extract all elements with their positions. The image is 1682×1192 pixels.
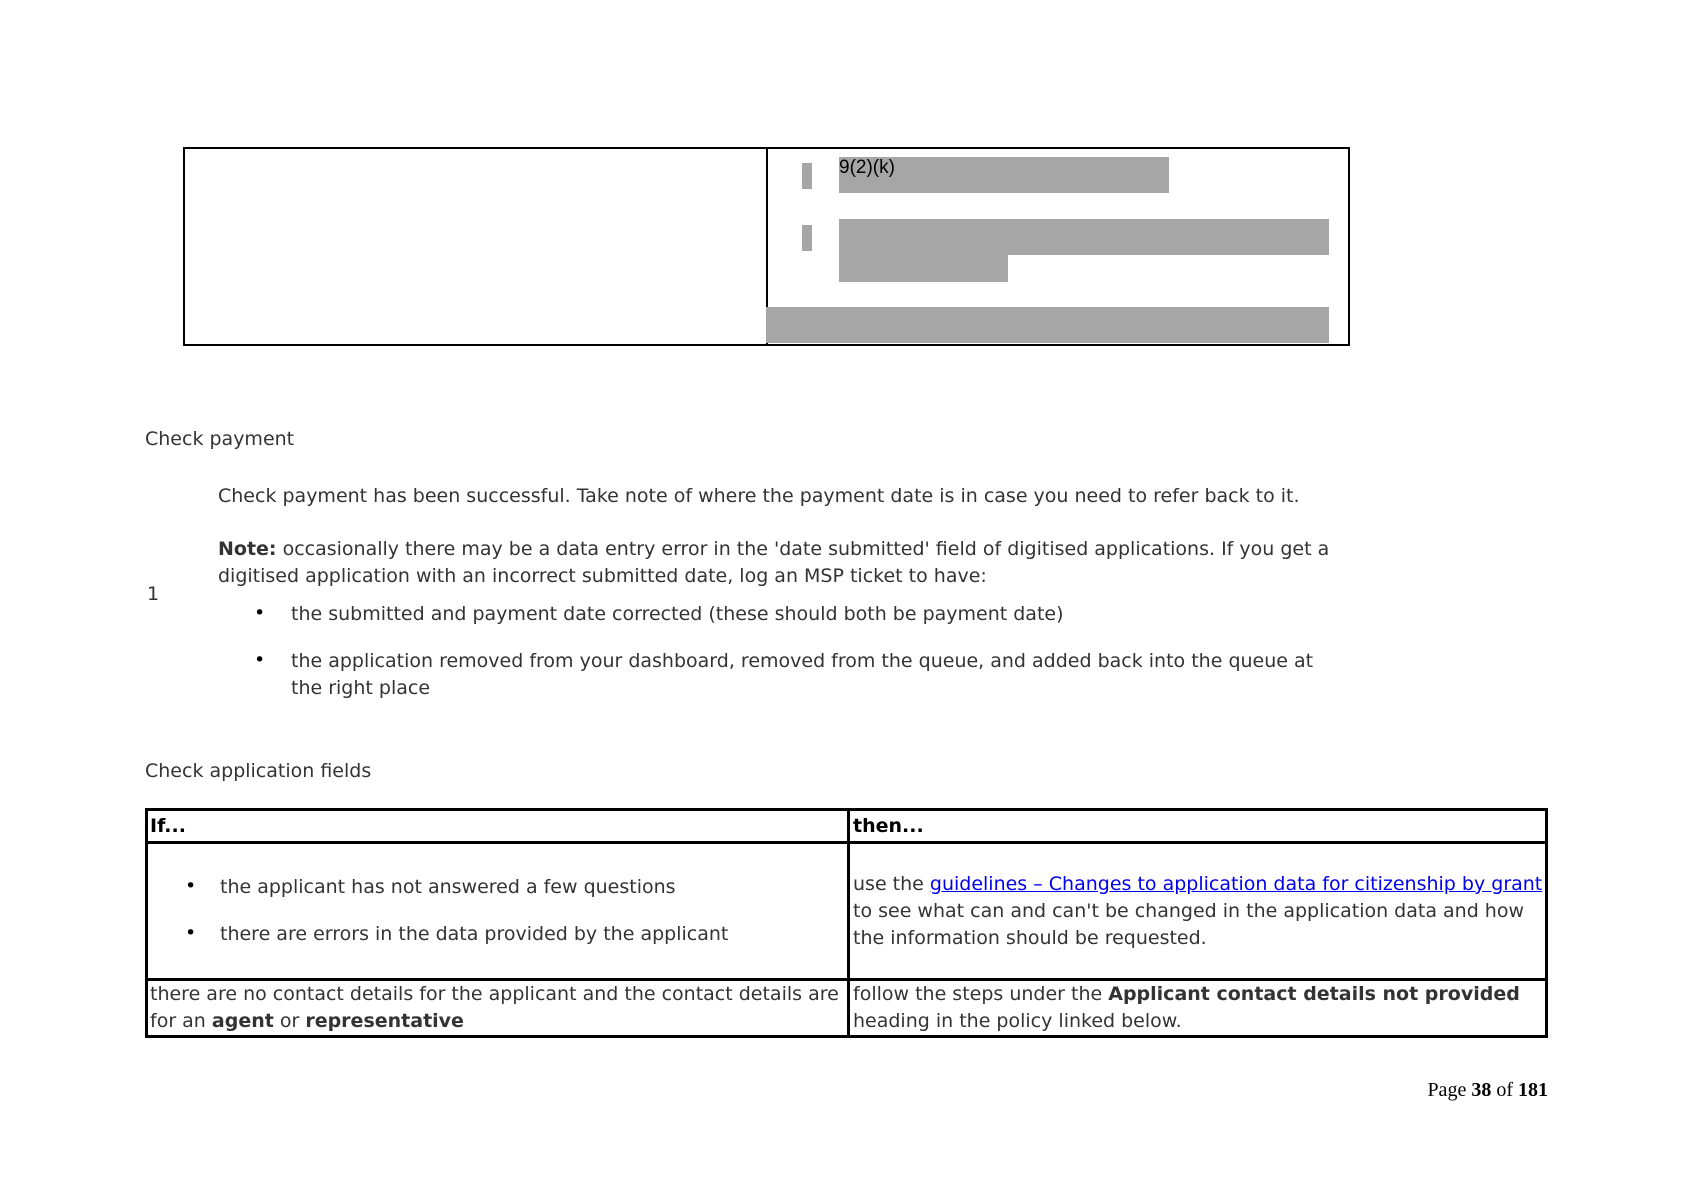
redaction-bullet xyxy=(802,163,812,189)
page-current: 38 xyxy=(1471,1079,1492,1101)
page-of: of xyxy=(1491,1079,1518,1101)
redaction-bullet xyxy=(802,225,812,251)
if-bold-representative: representative xyxy=(305,1010,464,1032)
page-prefix: Page xyxy=(1427,1079,1472,1101)
bullet-icon: • xyxy=(254,649,266,671)
redaction-block xyxy=(766,307,1329,343)
page-total: 181 xyxy=(1518,1079,1548,1101)
bullet-icon: • xyxy=(254,602,266,624)
if-bullet: the applicant has not answered a few questions xyxy=(220,876,676,898)
redaction-label: 9(2)(k) xyxy=(839,157,895,178)
section-title-check-payment: Check payment xyxy=(145,428,295,450)
then-suffix: to see what can and can't be changed in the application data and how the information should be requested. xyxy=(853,900,1525,949)
payment-intro: Check payment has been successful. Take note of where the payment date is in case you need to refer back to it. xyxy=(218,485,1300,507)
section-title-check-fields: Check application fields xyxy=(145,760,372,782)
step-number: 1 xyxy=(147,583,160,605)
then-bold-heading: Applicant contact details not provided xyxy=(1108,983,1520,1005)
bullet-icon: • xyxy=(185,922,197,944)
note-label: Note: xyxy=(218,538,277,560)
guidelines-link[interactable]: guidelines – Changes to application data for citizenship by grant xyxy=(929,873,1543,895)
header-if: If... xyxy=(150,815,186,837)
if-cell-contact xyxy=(150,981,844,1035)
if-text: there are no contact details for the applicant and the contact details are for an xyxy=(150,983,839,1032)
then-cell-guidelines xyxy=(853,871,1543,952)
bullet-icon: • xyxy=(185,875,197,897)
if-bullet: there are errors in the data provided by the applicant xyxy=(220,923,729,945)
then-cell-contact xyxy=(853,981,1543,1035)
payment-note xyxy=(218,536,1338,590)
if-text: or xyxy=(273,1010,306,1032)
note-text: occasionally there may be a data entry error in the 'date submitted' field of digitised applications. If you get a digitised application with an incorrect submitted date, log an MSP ticket to have: xyxy=(218,538,1330,587)
then-text: heading in the policy linked below. xyxy=(853,1010,1182,1032)
fields-table xyxy=(145,808,1548,1038)
then-text: follow the steps under the xyxy=(853,983,1109,1005)
redaction-block xyxy=(839,255,1008,282)
header-then: then... xyxy=(853,815,924,837)
page-number xyxy=(1427,1079,1548,1102)
if-bold-agent: agent xyxy=(211,1010,274,1032)
then-prefix: use the xyxy=(853,873,930,895)
table-divider xyxy=(847,811,850,1035)
payment-bullet: the application removed from your dashboard, removed from the queue, and added back into the queue at the right place xyxy=(291,650,1314,699)
payment-bullet: the submitted and payment date corrected (these should both be payment date) xyxy=(291,603,1064,625)
redaction-block xyxy=(839,219,1329,255)
